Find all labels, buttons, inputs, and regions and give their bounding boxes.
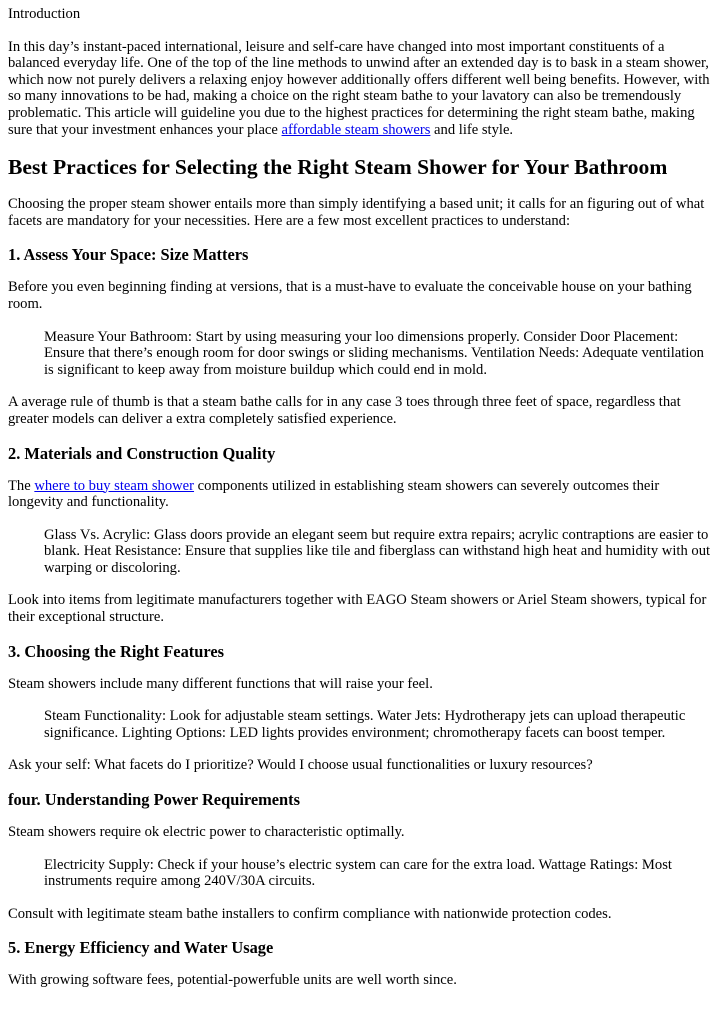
section-1-paragraph: Before you even beginning finding at versions, that is a must-have to evaluate the conceivable house on your bathing room.	[8, 279, 692, 312]
section-3-heading: 3. Choosing the Right Features	[8, 641, 224, 661]
section-5-paragraph: With growing software fees, potential-powerfuble units are well worth since.	[8, 972, 457, 989]
section-1-heading: 1. Assess Your Space: Size Matters	[8, 245, 249, 265]
intro-text: In this day’s instant-paced international, leisure and self-care have changed into most important constituents of a balanced everyday life. One of the top of the line methods to unwind after an extended day is to bask in a steam shower, which now not purely delivers a relaxing enjoy however additionally offers different well being benefits. However, with so many innovations to be had, making a choice on the right steam bathe to your lavatory can also be tremendously problematic. This article will guideline you due to the highest practices for determining the right steam bathe, making sure that your investment enhances your place	[8, 38, 710, 138]
intro-label: Introduction	[8, 6, 81, 22]
section-4-after: Consult with legitimate steam bathe installers to confirm compliance with nationwide protection codes.	[8, 905, 612, 922]
main-paragraph: Choosing the proper steam shower entails more than simply identifying a based unit; it calls for an figuring out of what facets are mandatory for your necessities. Here are a few most excellent practices to understand:	[8, 196, 705, 229]
section-1-quote: Measure Your Bathroom: Start by using measuring your loo dimensions properly. Consider Door Placement: Ensure that there’s enough room for door swings or sliding mechanisms. Ventilation Needs: Adequate ventilation is significant to keep away from moisture buildup which could end in mold.	[44, 328, 704, 378]
section-1-after: A average rule of thumb is that a steam bathe calls for in any case 3 toes through three feet of space, regardless that greater models can deliver a extra completely satisfied experience.	[8, 394, 681, 427]
main-heading: Best Practices for Selecting the Right Steam Shower for Your Bathroom	[8, 155, 668, 180]
affordable-steam-showers-link[interactable]: affordable steam showers	[281, 121, 431, 138]
section-4-heading: four. Understanding Power Requirements	[8, 790, 301, 810]
section-2-text-end: components utilized in establishing steam showers can severely outcomes their longevity and functionality.	[8, 477, 660, 511]
intro-paragraph	[8, 39, 712, 139]
section-5-heading: 5. Energy Efficiency and Water Usage	[8, 938, 274, 958]
section-2-text: The	[8, 477, 35, 494]
where-to-buy-steam-shower-link[interactable]: where to buy steam shower	[34, 477, 195, 494]
section-2-quote: Glass Vs. Acrylic: Glass doors provide an elegant seem but require extra repairs; acrylic contraptions are easier to blank. Heat Resistance: Ensure that supplies like tile and fiberglass can withstand high heat and humidity with out warping or discoloring.	[44, 526, 711, 576]
intro-text-end: and life style.	[430, 121, 514, 138]
section-4-quote: Electricity Supply: Check if your house’s electric system can care for the extra load. Wattage Ratings: Most instruments require among 240V/30A circuits.	[44, 856, 672, 890]
section-2-after: Look into items from legitimate manufacturers together with EAGO Steam showers or Ariel Steam showers, typical for their exceptional structure.	[8, 592, 707, 626]
section-3-after: Ask your self: What facets do I prioritize? Would I choose usual functionalities or luxury resources?	[8, 757, 593, 774]
section-3-quote: Steam Functionality: Look for adjustable steam settings. Water Jets: Hydrotherapy jets can upload therapeutic significance. Lighting Options: LED lights provides environment; chromotherapy facets can boost temper.	[44, 708, 686, 741]
section-2-heading: 2. Materials and Construction Quality	[8, 443, 276, 463]
section-2-paragraph	[8, 478, 712, 511]
section-3-paragraph: Steam showers include many different functions that will raise your feel.	[8, 675, 433, 692]
section-4-paragraph: Steam showers require ok electric power to characteristic optimally.	[8, 824, 405, 841]
